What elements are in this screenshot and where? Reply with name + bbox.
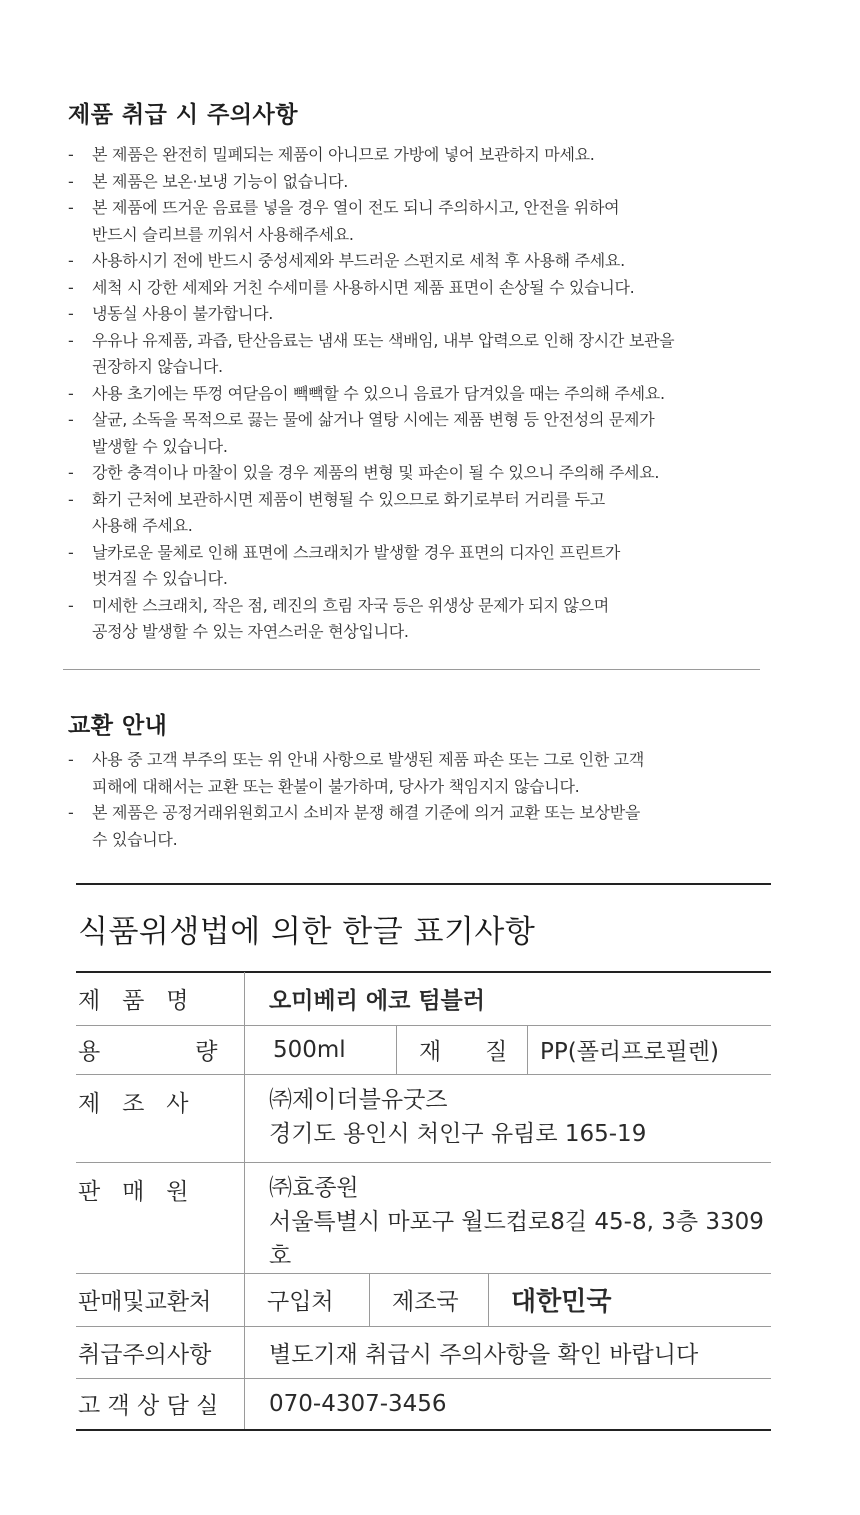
capacity-cell — [245, 1025, 772, 1074]
table-row — [76, 972, 771, 1025]
list-item-line: 피해에 대해서는 교환 또는 환불이 불가하며, 당사가 책임지지 않습니다. — [92, 776, 580, 796]
list-item-line: 사용해 주세요. — [92, 516, 193, 535]
cs-key: 고 객 상 담 실 — [76, 1378, 245, 1430]
bullet-dash: - — [68, 489, 74, 509]
manufacturer-address: 경기도 용인시 처인구 유림로 165-19 — [269, 1120, 647, 1147]
table-row — [76, 1025, 771, 1074]
list-item — [68, 248, 828, 275]
list-item-line: 반드시 슬리브를 끼워서 사용해주세요. — [92, 224, 354, 244]
seller-key: 판 매 원 — [76, 1162, 245, 1273]
list-item — [68, 142, 828, 169]
list-item-line: 본 제품은 완전히 밀폐되는 제품이 아니므로 가방에 넣어 보관하지 마세요. — [92, 145, 595, 164]
material-value: PP(폴리프로필렌) — [540, 1039, 719, 1065]
origin-subcells — [245, 1274, 771, 1326]
section-divider — [63, 669, 760, 670]
list-item-line: 발생할 수 있습니다. — [92, 436, 228, 456]
bullet-dash: - — [68, 251, 74, 270]
product-name-key: 제 품 명 — [76, 972, 245, 1025]
list-item-line: 사용 초기에는 뚜껑 여닫음이 빽빽할 수 있으니 음료가 담겨있을 때는 주의해 주세요. — [92, 383, 665, 403]
list-item-line: 살균, 소독을 목적으로 끓는 물에 삶거나 열탕 시에는 제품 변형 등 안전성의 문제가 — [92, 410, 655, 429]
seller-value — [245, 1162, 772, 1273]
list-item-line: 본 제품은 공정거래위원회고시 소비자 분쟁 해결 기준에 의거 교환 또는 보상받을 — [92, 803, 641, 822]
list-item-line: 화기 근처에 보관하시면 제품이 변형될 수 있으므로 화기로부터 거리를 두고 — [92, 489, 605, 509]
table-row — [76, 1273, 771, 1326]
list-item-line: 강한 충격이나 마찰이 있을 경우 제품의 변형 및 파손이 될 수 있으니 주의해 주세요. — [92, 463, 660, 482]
bullet-dash: - — [68, 330, 74, 350]
list-item-line: 벗겨질 수 있습니다. — [92, 569, 228, 588]
list-item-line: 사용하시기 전에 반드시 중성세제와 부드러운 스펀지로 세척 후 사용해 주세요. — [92, 251, 625, 270]
label-title: 식품위생법에 의한 한글 표기사항 — [78, 914, 536, 950]
list-item — [68, 407, 828, 460]
list-item — [68, 301, 828, 328]
list-item — [68, 381, 828, 408]
list-item-line: 날카로운 물체로 인해 표면에 스크래치가 발생할 경우 표면의 디자인 프린트가 — [92, 542, 621, 562]
bullet-dash: - — [68, 383, 74, 403]
cs-phone: 070-4307-3456 — [245, 1378, 772, 1430]
country-value: 대한민국 — [511, 1287, 612, 1317]
list-item — [68, 593, 828, 646]
bullet-dash: - — [68, 595, 74, 615]
list-item — [68, 328, 828, 381]
label-top-rule — [76, 883, 771, 885]
list-item-line: 냉동실 사용이 불가합니다. — [92, 304, 274, 323]
exchange-title: 교환 안내 — [68, 713, 168, 739]
list-item-line: 미세한 스크래치, 작은 점, 레진의 흐림 자국 등은 위생상 문제가 되지 않으며 — [92, 595, 609, 615]
bullet-dash: - — [68, 171, 74, 191]
capacity-key: 용 량 — [76, 1025, 245, 1074]
material-key: 재 질 — [397, 1026, 528, 1074]
list-item-line: 공정상 발생할 수 있는 자연스러운 현상입니다. — [92, 622, 409, 641]
table-row — [76, 1162, 771, 1273]
precautions-list — [68, 142, 828, 646]
seller-address: 서울특별시 마포구 월드컵로8길 45-8, 3층 3309호 — [269, 1208, 764, 1269]
bullet-dash: - — [68, 277, 74, 297]
bullet-dash: - — [68, 803, 74, 822]
bullet-dash: - — [68, 304, 74, 323]
capacity-subcells — [245, 1026, 771, 1074]
purchase-label: 구입처 — [245, 1274, 370, 1326]
list-item — [68, 195, 828, 248]
list-item — [68, 460, 828, 487]
list-item-line: 수 있습니다. — [92, 829, 178, 849]
bullet-dash: - — [68, 750, 74, 769]
list-item-line: 본 제품은 보온·보냉 기능이 없습니다. — [92, 171, 349, 191]
precautions-title: 제품 취급 시 주의사항 — [68, 102, 298, 128]
table-row — [76, 1074, 771, 1162]
country-label: 제조국 — [370, 1274, 489, 1326]
list-item-line: 사용 중 고객 부주의 또는 위 안내 사항으로 발생된 제품 파손 또는 그로 인한 고객 — [92, 750, 644, 769]
manufacturer-value — [245, 1074, 772, 1162]
bullet-dash: - — [68, 463, 74, 482]
list-item-line: 권장하지 않습니다. — [92, 357, 223, 376]
label-table — [76, 972, 771, 1431]
origin-key: 판매및교환처 — [76, 1273, 245, 1326]
list-item — [68, 487, 828, 540]
bullet-dash: - — [68, 542, 74, 562]
list-item — [68, 800, 828, 853]
list-item-line: 우유나 유제품, 과즙, 탄산음료는 냄새 또는 색배임, 내부 압력으로 인해 장시간 보관을 — [92, 330, 675, 350]
list-item — [68, 747, 828, 800]
handling-value: 별도기재 취급시 주의사항을 확인 바랍니다 — [245, 1326, 772, 1378]
origin-cell — [245, 1273, 772, 1326]
list-item-line: 본 제품에 뜨거운 음료를 넣을 경우 열이 전도 되니 주의하시고, 안전을 위하여 — [92, 198, 620, 217]
list-item-line: 세척 시 강한 세제와 거친 수세미를 사용하시면 제품 표면이 손상될 수 있습니다. — [92, 277, 635, 297]
bullet-dash: - — [68, 198, 74, 217]
bullet-dash: - — [68, 410, 74, 429]
table-row — [76, 1326, 771, 1378]
handling-key: 취급주의사항 — [76, 1326, 245, 1378]
list-item — [68, 540, 828, 593]
list-item — [68, 275, 828, 302]
manufacturer-name: ㈜제이더블유굿즈 — [269, 1086, 448, 1113]
manufacturer-key: 제 조 사 — [76, 1074, 245, 1162]
bullet-dash: - — [68, 145, 74, 164]
exchange-list — [68, 747, 828, 853]
product-name-value: 오미베리 에코 텀블러 — [245, 972, 772, 1025]
table-row — [76, 1378, 771, 1430]
capacity-value: 500ml — [245, 1026, 397, 1074]
seller-name: ㈜효종원 — [269, 1174, 359, 1201]
list-item — [68, 169, 828, 196]
